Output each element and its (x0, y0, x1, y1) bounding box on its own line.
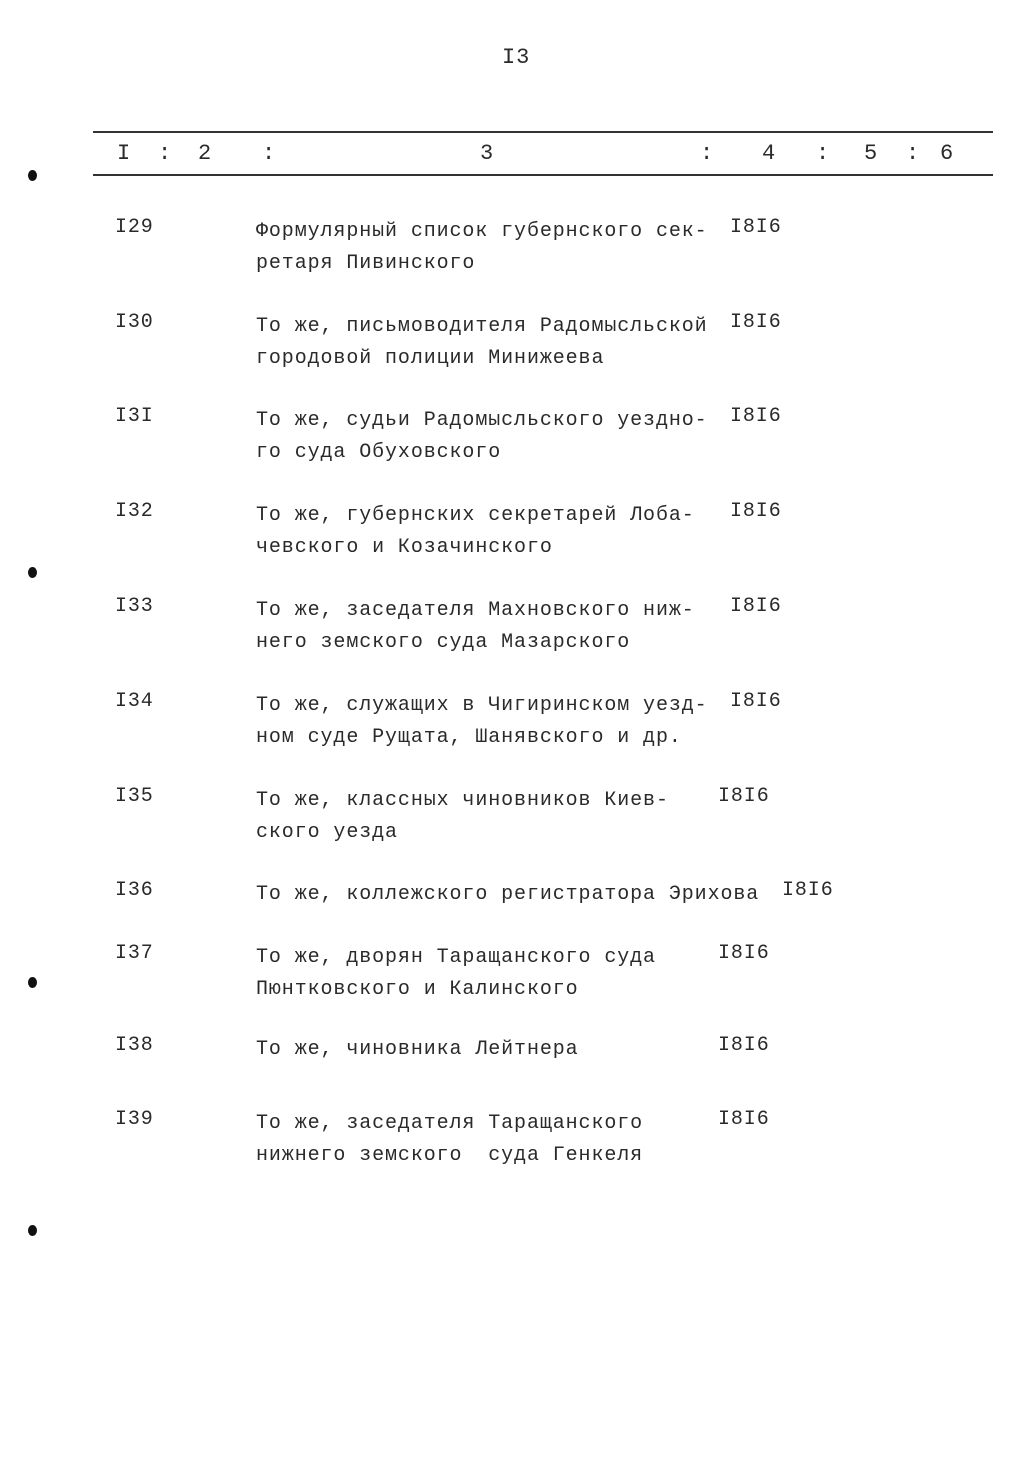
column-header-4: 4 (762, 141, 777, 166)
entry-title-line: То же, служащих в Чигиринском уезд- (256, 694, 708, 717)
entry-number: I30 (115, 311, 154, 334)
entry-title-line: То же, заседателя Таращанского (256, 1112, 644, 1135)
entry-year: I8I6 (730, 216, 782, 239)
binder-hole-mark (28, 977, 37, 988)
entry-number: I3I (115, 405, 154, 428)
entry-title-line: То же, коллежского регистратора Эрихова (256, 883, 760, 906)
entry-title-line: го суда Обуховского (256, 441, 502, 464)
entry-title-line: То же, дворян Таращанского суда (256, 946, 656, 969)
entry-title-line: него земского суда Мазарского (256, 631, 631, 654)
binder-hole-mark (28, 567, 37, 578)
entry-year: I8I6 (730, 500, 782, 523)
column-separator: : (816, 141, 831, 166)
header-bottom-rule (93, 174, 993, 176)
entry-number: I35 (115, 785, 154, 808)
entry-title-line: ретаря Пивинского (256, 252, 476, 275)
header-top-rule (93, 131, 993, 133)
entry-title-line: То же, судьи Радомысльского уездно- (256, 409, 708, 432)
entry-year: I8I6 (782, 879, 834, 902)
binder-hole-mark (28, 1225, 37, 1236)
entry-number: I36 (115, 879, 154, 902)
entry-title-line: То же, губернских секретарей Лоба- (256, 504, 695, 527)
entry-number: I32 (115, 500, 154, 523)
entry-title-line: ном суде Рущата, Шанявского и др. (256, 726, 682, 749)
entry-title-line: То же, классных чиновников Киев- (256, 789, 669, 812)
entry-year: I8I6 (730, 595, 782, 618)
column-header-6: 6 (940, 141, 955, 166)
column-separator: : (262, 141, 277, 166)
column-header-I: I (117, 141, 132, 166)
column-header-3: 3 (480, 141, 495, 166)
entry-title-line: Пюнтковского и Калинского (256, 978, 579, 1001)
column-header-2: 2 (198, 141, 213, 166)
entry-year: I8I6 (718, 785, 770, 808)
page-number: I3 (502, 45, 531, 70)
entry-title-line: чевского и Козачинского (256, 536, 553, 559)
entry-number: I38 (115, 1034, 154, 1057)
entry-title-line: То же, чиновника Лейтнера (256, 1038, 579, 1061)
entry-title-line: нижнего земского суда Генкеля (256, 1144, 644, 1167)
entry-number: I39 (115, 1108, 154, 1131)
entry-title-line: Формулярный список губернского сек- (256, 220, 708, 243)
entry-year: I8I6 (718, 1034, 770, 1057)
entry-title-line: То же, заседателя Махновского ниж- (256, 599, 695, 622)
entry-title-line: То же, письмоводителя Радомысльской (256, 315, 708, 338)
entry-title-line: городовой полиции Минижеева (256, 347, 605, 370)
entry-number: I29 (115, 216, 154, 239)
entry-number: I34 (115, 690, 154, 713)
entry-number: I33 (115, 595, 154, 618)
entry-year: I8I6 (730, 690, 782, 713)
column-header-5: 5 (864, 141, 879, 166)
column-separator: : (700, 141, 715, 166)
binder-hole-mark (28, 170, 37, 181)
entry-year: I8I6 (730, 405, 782, 428)
column-separator: : (906, 141, 921, 166)
entry-year: I8I6 (718, 942, 770, 965)
entry-year: I8I6 (718, 1108, 770, 1131)
entry-number: I37 (115, 942, 154, 965)
column-separator: : (158, 141, 173, 166)
entry-title-line: ского уезда (256, 821, 398, 844)
entry-year: I8I6 (730, 311, 782, 334)
